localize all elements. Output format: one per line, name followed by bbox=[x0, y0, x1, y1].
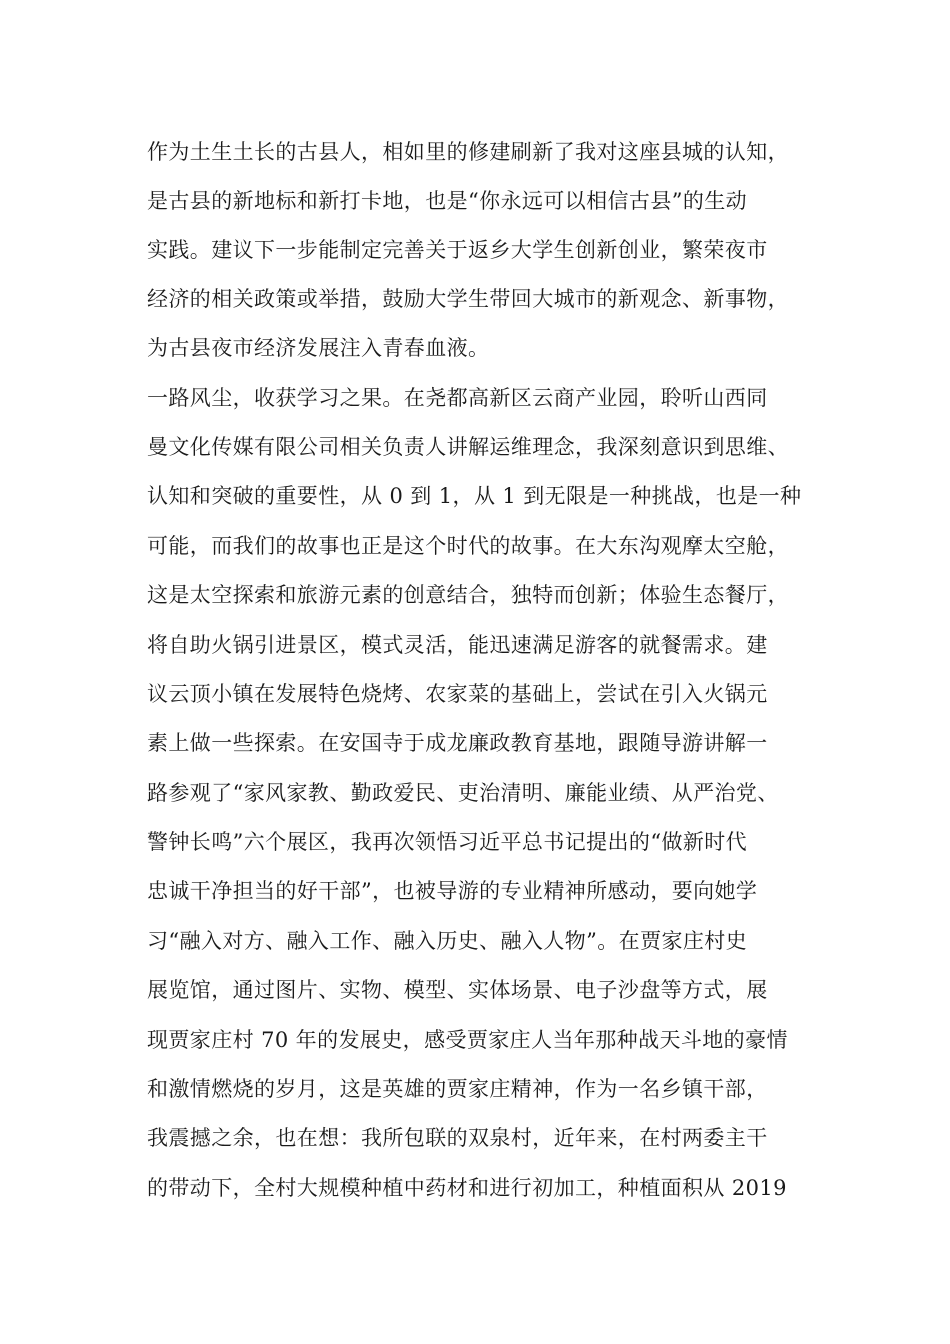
text-line: 这是太空探索和旅游元素的创意结合，独特而创新；体验生态餐厅， bbox=[147, 583, 789, 607]
text-line: 忠诚干净担当的好干部”，也被导游的专业精神所感动，要向她学 bbox=[147, 879, 758, 903]
text-line: 习“融入对方、融入工作、融入历史、融入人物”。在贾家庄村史 bbox=[147, 929, 748, 953]
text-line: 实践。建议下一步能制定完善关于返乡大学生创新创业，繁荣夜市 bbox=[147, 238, 768, 262]
text-line: 将自助火锅引进景区，模式灵活，能迅速满足游客的就餐需求。建 bbox=[147, 633, 768, 657]
text-line: 我震撼之余，也在想：我所包联的双泉村，近年来，在村两委主干 bbox=[147, 1126, 768, 1150]
text-line: 可能，而我们的故事也正是这个时代的故事。在大东沟观摩太空舱， bbox=[147, 534, 789, 558]
text-line: 曼文化传媒有限公司相关负责人讲解运维理念，我深刻意识到思维、 bbox=[147, 435, 789, 459]
text-line: 展览馆，通过图片、实物、模型、实体场景、电子沙盘等方式，展 bbox=[147, 978, 768, 1002]
text-line: 作为土生土长的古县人，相如里的修建刷新了我对这座县城的认知， bbox=[147, 140, 789, 164]
text-line: 警钟长鸣”六个展区，我再次领悟习近平总书记提出的“做新时代 bbox=[147, 830, 748, 854]
text-line: 和激情燃烧的岁月，这是英雄的贾家庄精神，作为一名乡镇干部， bbox=[147, 1077, 768, 1101]
text-line: 是古县的新地标和新打卡地，也是“你永远可以相信古县”的生动 bbox=[147, 189, 748, 213]
text-line: 认知和突破的重要性，从 0 到 1，从 1 到无限是一种挑战，也是一种 bbox=[147, 484, 802, 508]
text-line: 的带动下，全村大规模种植中药材和进行初加工，种植面积从 2019 bbox=[147, 1176, 787, 1200]
text-line: 经济的相关政策或举措，鼓励大学生带回大城市的新观念、新事物， bbox=[147, 287, 789, 311]
text-line: 路参观了“家风家教、勤政爱民、吏治清明、廉能业绩、从严治党、 bbox=[147, 781, 779, 805]
text-line: 为古县夜市经济发展注入青春血液。 bbox=[147, 336, 490, 360]
text-line: 现贾家庄村 70 年的发展史，感受贾家庄人当年那种战天斗地的豪情 bbox=[147, 1028, 788, 1052]
text-line: 素上做一些探索。在安国寺于成龙廉政教育基地，跟随导游讲解一 bbox=[147, 731, 768, 755]
text-line: 议云顶小镇在发展特色烧烤、农家菜的基础上，尝试在引入火锅元 bbox=[147, 682, 768, 706]
text-line: 一路风尘，收获学习之果。在尧都高新区云商产业园，聆听山西同 bbox=[147, 386, 768, 410]
